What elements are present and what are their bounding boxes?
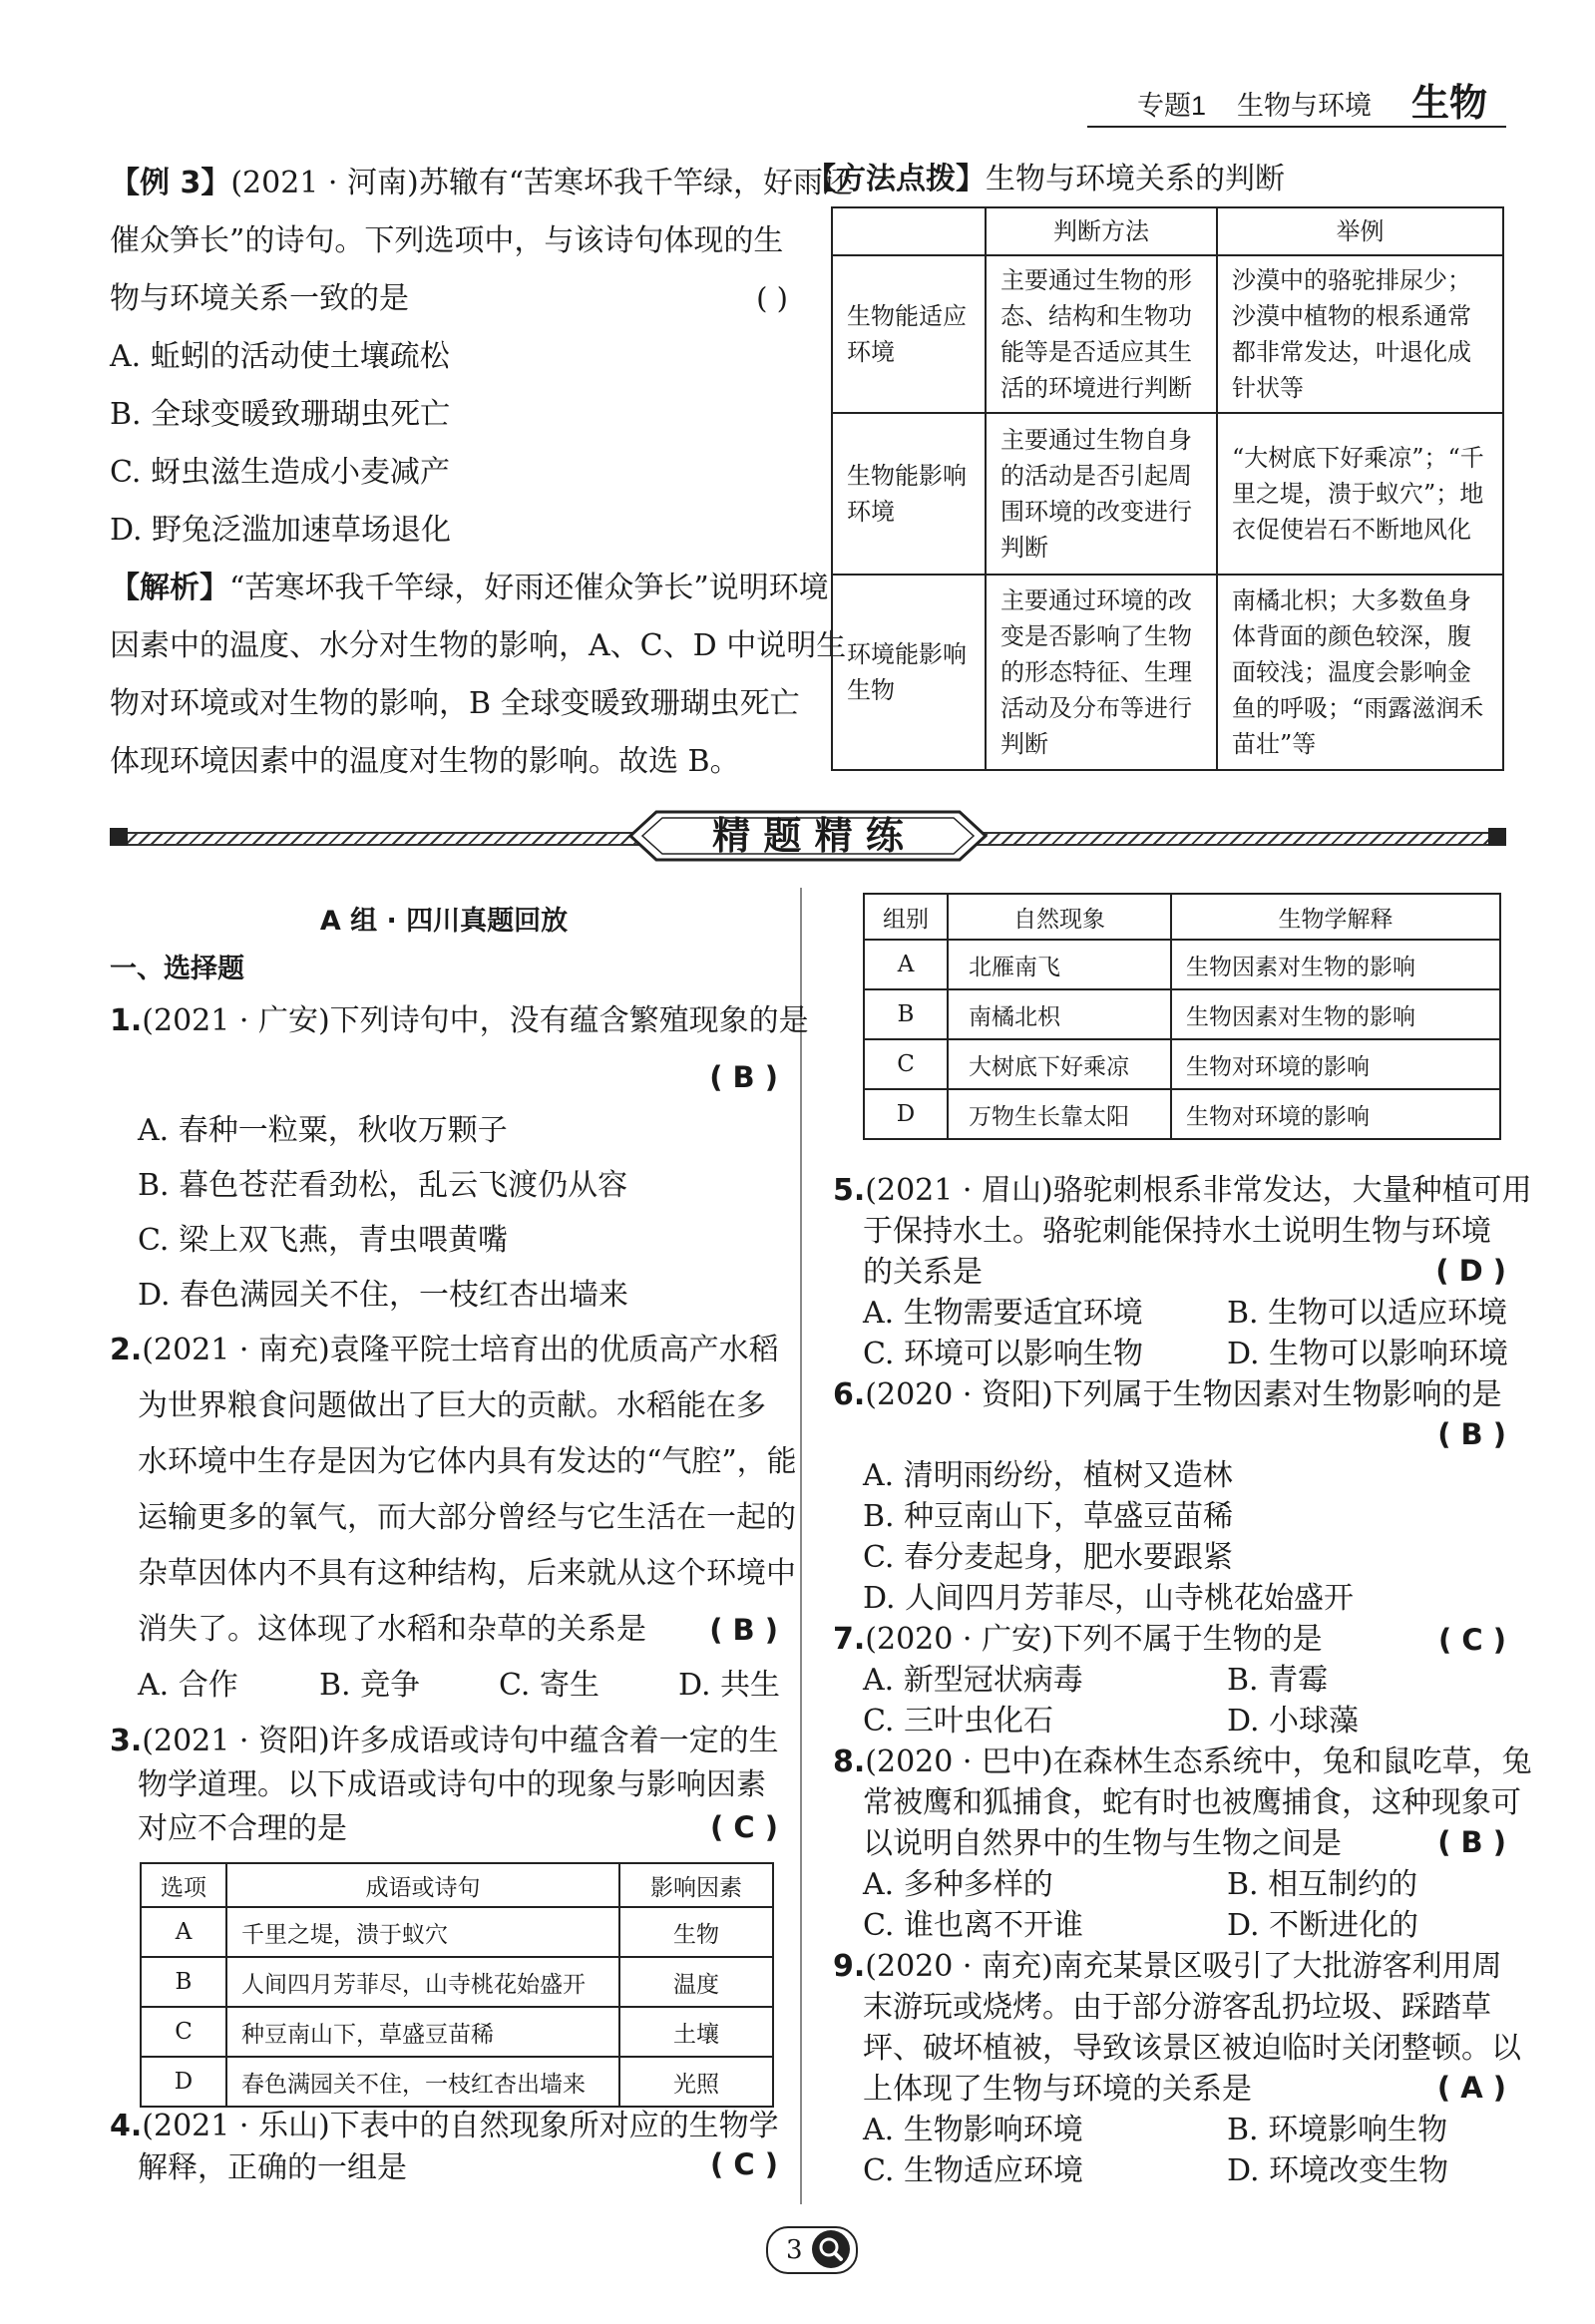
table-cell: 生物对环境的影响 [1171, 1089, 1500, 1139]
table-cell: A [864, 940, 948, 989]
table-cell: 生物能影响环境 [832, 413, 986, 575]
method-table [831, 206, 1504, 771]
analysis-line: 因素中的温度、水分对生物的影响，A、C、D 中说明生 [110, 628, 847, 663]
question-number: 6. [833, 1377, 866, 1412]
example-label: 【例 3】 [110, 166, 231, 200]
banner-rule-right [973, 832, 1506, 846]
question-text: (2020 · 资阳)下列属于生物因素对生物影响的是 [865, 1377, 1502, 1412]
table-cell: 生物因素对生物的影响 [1171, 940, 1500, 989]
table-cell: B [141, 1957, 226, 2007]
option: A. 生物影响环境 [863, 2113, 1083, 2147]
table-cell: “大树底下好乘凉”；“千里之堤，溃于蚁穴”；地衣促使岩石不断地风化 [1217, 413, 1503, 575]
question-line: (2020 · 巴中)在森林生态系统中，兔和鼠吃草，兔 [865, 1744, 1532, 1779]
analysis-line: “苦寒坏我千竿绿，好雨还催众笋长”说明环境 [229, 571, 829, 605]
table-cell: D [864, 1089, 948, 1139]
question-line: 运输更多的氧气，而大部分曾经与它生活在一起的 [138, 1500, 796, 1535]
question-text: (2021 · 广安)下列诗句中，没有蕴含繁殖现象的是 [142, 1003, 809, 1038]
table-cell: C [141, 2007, 226, 2057]
table-cell: 生物 [619, 1907, 773, 1957]
question-line: 解释，正确的一组是 [138, 2150, 407, 2185]
question-number: 4. [110, 2109, 143, 2143]
answer-bracket: ( B ) [709, 1613, 778, 1647]
method-block [806, 155, 1504, 758]
table-cell: 人间四月芳菲尽，山寺桃花始盛开 [226, 1957, 619, 2007]
question-line: (2021 · 南充)袁隆平院士培育出的优质高产水稻 [142, 1333, 779, 1367]
question-number: 2. [110, 1333, 143, 1367]
question-number: 1. [110, 1003, 143, 1038]
question-line: 末游玩或烧烤。由于部分游客乱扔垃圾、踩踏草 [863, 1990, 1491, 2025]
option: B. 青霉 [1227, 1663, 1329, 1698]
question-line: 于保持水土。骆驼刺能保持水土说明生物与环境 [863, 1214, 1491, 1249]
question-number: 3. [110, 1724, 143, 1758]
table-cell: B [864, 989, 948, 1039]
table-header-cell: 自然现象 [948, 894, 1171, 940]
option: A. 新型冠状病毒 [863, 1663, 1083, 1698]
table-cell: 春色满园关不住，一枝红杏出墙来 [226, 2057, 619, 2107]
table-cell: 南橘北枳；大多数鱼身体背面的颜色较深，腹面较浅；温度会影响金鱼的呼吸；“雨露滋润禾苗壮”等 [1217, 575, 1503, 770]
table-cell: 生物因素对生物的影响 [1171, 989, 1500, 1039]
table-cell: 环境能影响生物 [832, 575, 986, 770]
table-cell: D [141, 2057, 226, 2107]
option: B. 相互制约的 [1227, 1867, 1418, 1902]
banner-rule-left [110, 832, 643, 846]
table-cell: 种豆南山下，草盛豆苗稀 [226, 2007, 619, 2057]
option: D. 不断进化的 [1227, 1908, 1419, 1943]
option: D. 小球藻 [1227, 1704, 1360, 1739]
question-number: 9. [833, 1949, 866, 1984]
table-cell: 主要通过生物自身的活动是否引起周围环境的改变进行判断 [986, 413, 1217, 575]
analysis-label: 【解析】 [110, 571, 229, 605]
question-line: (2021 · 眉山)骆驼刺根系非常发达，大量种植可用 [865, 1173, 1532, 1208]
answer-bracket: ( C ) [710, 2147, 778, 2181]
option: B. 暮色苍茫看劲松，乱云飞渡仍从容 [138, 1168, 628, 1203]
table-cell: C [864, 1039, 948, 1089]
option: C. 生物适应环境 [863, 2153, 1083, 2188]
option: C. 谁也离不开谁 [863, 1908, 1083, 1943]
example-line: (2021 · 河南)苏辙有“苦寒坏我千竿绿，好雨还 [230, 166, 854, 200]
answer-bracket: ( B ) [1437, 1825, 1506, 1859]
table-cell: 南橘北枳 [948, 989, 1171, 1039]
q3-table [140, 1862, 774, 2108]
question-line: 坪、破坏植被，导致该景区被迫临时关闭整顿。以 [863, 2031, 1521, 2066]
page-number-badge [766, 2226, 858, 2274]
table-cell: 主要通过生物的形态、结构和生物功能等是否适应其生活的环境进行判断 [986, 255, 1217, 413]
left-column [110, 893, 809, 2189]
question-line: 对应不合理的是 [138, 1811, 347, 1846]
question-line: 物学道理。以下成语或诗句中的现象与影响因素 [138, 1767, 766, 1802]
banner-square-right [1488, 828, 1506, 846]
right-column [833, 893, 1532, 2189]
option: A. 春种一粒粟，秋收万颗子 [138, 1113, 508, 1148]
option: C. 环境可以影响生物 [863, 1337, 1143, 1371]
header-title: 生物与环境 [1237, 91, 1372, 121]
table-header-cell: 成语或诗句 [226, 1863, 619, 1907]
option: C. 寄生 [499, 1668, 599, 1703]
table-header-cell: 生物学解释 [1171, 894, 1500, 940]
table-cell: 北雁南飞 [948, 940, 1171, 989]
question-line: 水环境中生存是因为它体内具有发达的“气腔”，能 [138, 1444, 797, 1479]
option: D. 生物可以影响环境 [1227, 1337, 1509, 1371]
answer-bracket: ( C ) [710, 1810, 778, 1844]
method-title: 生物与环境关系的判断 [986, 162, 1285, 196]
option: C. 三叶虫化石 [863, 1704, 1053, 1739]
option: A. 清明雨纷纷，植树又造林 [863, 1458, 1233, 1493]
example-line: 物与环境关系一致的是 [110, 281, 409, 316]
table-cell: 万物生长靠太阳 [948, 1089, 1171, 1139]
header-topic: 专题1 [1137, 91, 1207, 121]
option: A. 多种多样的 [863, 1867, 1053, 1902]
option: D. 人间四月芳菲尽，山寺桃花始盛开 [863, 1581, 1355, 1616]
option: A. 合作 [138, 1668, 238, 1703]
table-header-cell: 影响因素 [619, 1863, 773, 1907]
answer-bracket: ( C ) [1438, 1623, 1506, 1657]
section-banner [110, 808, 1506, 864]
example-line: 催众笋长”的诗句。下列选项中，与该诗句体现的生 [110, 223, 784, 258]
question-line: (2020 · 南充)南充某景区吸引了大批游客利用周 [865, 1949, 1502, 1984]
answer-bracket: ( B ) [1437, 1417, 1506, 1451]
magnifier-icon [812, 2230, 850, 2268]
option: B. 竞争 [319, 1668, 421, 1703]
page-header [1087, 70, 1506, 130]
table-cell: 光照 [619, 2057, 773, 2107]
option: B. 环境影响生物 [1227, 2113, 1448, 2147]
method-label: 【方法点拨】 [806, 162, 986, 196]
option: D. 野兔泛滥加速草场退化 [110, 513, 452, 548]
table-cell: 沙漠中的骆驼排尿少；沙漠中植物的根系通常都非常发达，叶退化成针状等 [1217, 255, 1503, 413]
question-line: 杂草因体内不具有这种结构，后来就从这个环境中 [138, 1556, 796, 1591]
question-line: 为世界粮食问题做出了巨大的贡献。水稻能在多 [138, 1388, 766, 1423]
question-line: (2021 · 资阳)许多成语或诗句中蕴含着一定的生 [142, 1724, 779, 1758]
table-header-cell: 举例 [1217, 207, 1503, 255]
banner-square-left [110, 828, 128, 846]
question-number: 5. [833, 1173, 866, 1208]
table-cell: 生物能适应环境 [832, 255, 986, 413]
column-divider [800, 888, 802, 2204]
section-title: 一、选择题 [110, 954, 244, 984]
option: B. 生物可以适应环境 [1227, 1296, 1508, 1331]
question-line: 以说明自然界中的生物与生物之间是 [863, 1826, 1342, 1861]
table-cell: 主要通过环境的改变是否影响了生物的形态特征、生理活动及分布等进行判断 [986, 575, 1217, 770]
option: D. 共生 [678, 1668, 781, 1703]
option: B. 全球变暖致珊瑚虫死亡 [110, 397, 451, 432]
option: C. 春分麦起身，肥水要跟紧 [863, 1540, 1233, 1575]
option: A. 生物需要适宜环境 [863, 1296, 1143, 1331]
option: A. 蚯蚓的活动使土壤疏松 [110, 339, 450, 374]
table-header-cell: 组别 [864, 894, 948, 940]
answer-bracket: ( ) [756, 281, 788, 315]
option: C. 蚜虫滋生造成小麦减产 [110, 455, 450, 490]
option: D. 环境改变生物 [1227, 2153, 1449, 2188]
question-number: 7. [833, 1622, 866, 1657]
question-text: (2020 · 广安)下列不属于生物的是 [865, 1622, 1323, 1657]
header-rule [1087, 126, 1506, 128]
table-cell: 土壤 [619, 2007, 773, 2057]
analysis-line: 体现环境因素中的温度对生物的影响。故选 B。 [110, 744, 740, 779]
table-cell: 生物对环境的影响 [1171, 1039, 1500, 1089]
table-cell: 大树底下好乘凉 [948, 1039, 1171, 1089]
table-cell: 温度 [619, 1957, 773, 2007]
question-line: 的关系是 [863, 1255, 983, 1290]
question-line: 常被鹰和狐捕食，蛇有时也被鹰捕食，这种现象可 [863, 1785, 1521, 1820]
table-header-cell: 判断方法 [986, 207, 1217, 255]
header-subject: 生物 [1411, 81, 1488, 125]
table-cell: A [141, 1907, 226, 1957]
answer-bracket: ( B ) [709, 1060, 778, 1094]
group-title: A 组 · 四川真题回放 [319, 906, 569, 937]
option: C. 梁上双飞燕，青虫喂黄嘴 [138, 1223, 508, 1258]
option: B. 种豆南山下，草盛豆苗稀 [863, 1499, 1234, 1534]
question-line: (2021 · 乐山)下表中的自然现象所对应的生物学 [142, 2109, 779, 2143]
q4-table [863, 893, 1501, 1140]
analysis-line: 物对环境或对生物的影响，B 全球变暖致珊瑚虫死亡 [110, 686, 800, 721]
table-cell: 千里之堤，溃于蚁穴 [226, 1907, 619, 1957]
table-header-cell [832, 207, 986, 255]
question-line: 消失了。这体现了水稻和杂草的关系是 [138, 1612, 646, 1647]
question-line: 上体现了生物与环境的关系是 [863, 2072, 1252, 2107]
page-number: 3 [786, 2235, 803, 2265]
answer-bracket: ( A ) [1436, 2071, 1506, 2105]
banner-title: 精 题 精 练 [712, 814, 904, 858]
example-block [110, 155, 854, 779]
table-header-cell: 选项 [141, 1863, 226, 1907]
option: D. 春色满园关不住，一枝红杏出墙来 [138, 1278, 629, 1313]
answer-bracket: ( D ) [1435, 1254, 1506, 1288]
question-number: 8. [833, 1744, 866, 1779]
